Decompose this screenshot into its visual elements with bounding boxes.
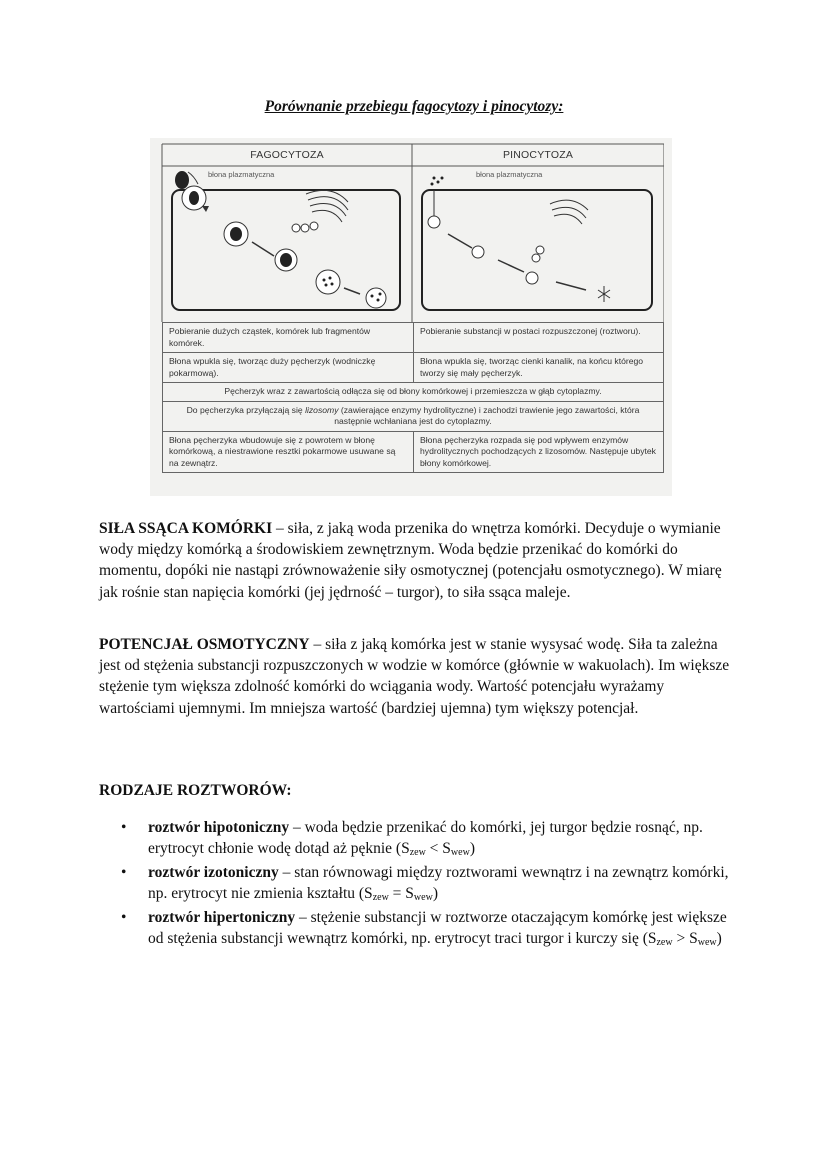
comparison-figure [150,138,672,496]
table-row [163,401,664,431]
list-item: • roztwór izotoniczny – stan równowagi między roztworami wewnątrz i na zewnątrz komórki, np. erytrocyt nie zmienia kształtu $(S_{zew} = S_{wew})$ [121,864,729,903]
pinocytosis-illustration [422,177,652,311]
table-row [163,323,664,353]
term: POTENCJAŁ OSMOTYCZNY [99,636,310,653]
comparison-table [162,322,664,473]
phagocytosis-illustration [172,171,400,310]
table-cell: Błona pęcherzyka rozpada się pod wpływem enzymów hydrolitycznych pochodzących z lizosomów. Następuje ubytek błony komórkowej. [414,431,664,473]
page-title: Porównanie przebiegu fagocytozy i pinocytozy: [264,98,564,115]
table-cell: Pęcherzyk wraz z zawartością odłącza się od błony komórkowej i przemieszcza w głąb cytoplazmy. [163,383,664,402]
section-heading: RODZAJE ROZTWORÓW: [99,782,292,799]
membrane-label-left: błona plazmatyczna [208,170,275,179]
membrane-label-right: błona plazmatyczna [476,170,543,179]
term: SIŁA SSĄCA KOMÓRKI [99,520,273,537]
process-diagram [158,142,664,322]
header-fagocytoza: FAGOCYTOZA [250,149,324,161]
table-row [163,431,664,473]
table-row [163,383,664,402]
table-cell: Pobieranie substancji w postaci rozpuszczonej (roztworu). [414,323,664,353]
table-cell: Błona pęcherzyka wbudowuje się z powrotem w błonę komórkową, a niestrawione resztki pokarmowe usuwane są na zewnątrz. [163,431,414,473]
header-pinocytoza: PINOCYTOZA [502,149,574,161]
table-cell: Pobieranie dużych cząstek, komórek lub fragmentów komórek. [163,323,414,353]
list-item: • roztwór hipotoniczny – woda będzie przenikać do komórki, jej turgor będzie rosnąć, np. erytrocyt chłonie wodę dotąd aż pęknie $(S_{zew} < S_{wew})$ [121,819,703,858]
list-item: • roztwór hipertoniczny – stężenie substancji w roztworze otaczającym komórkę jest większe od stężenia substancji wewnątrz komórki, np. erytrocyt traci turgor i kurczy się $(S_{zew} > S_{wew})$ [121,909,727,948]
table-cell: Błona wpukla się, tworząc cienki kanalik, na końcu którego tworzy się mały pęcherzyk. [414,353,664,383]
potencjal-paragraph: POTENCJAŁ OSMOTYCZNY – siła z jaką komórka jest w stanie wysysać wodę. Siła ta zależna jest od stężenia substancji rozpuszczonych w wodzie w komórce (głównie w wakuolach). Im większe stężenie tym większa zdolność komórki do wciągania wody. Wartość potencjału wyrażamy wartościami ujemnymi. Im mniejsza wartość (bardziej ujemna) tym większy potencjał. [99,636,730,717]
solution-types-list [99,818,739,954]
sila-ssaca-paragraph: SIŁA SSĄCA KOMÓRKI – siła, z jaką woda przenika do wnętrza komórki. Decyduje o wymianie wody między komórką a środowiskiem zewnętrznym. Woda będzie przenikać do komórki do momentu, dopóki nie nastąpi zrównoważenie siły osmotycznej (potencjału osmotycznego). W miarę jak rośnie stan napięcia komórki (jej jędrność – turgor), to siła ssąca maleje. [99,520,722,601]
table-cell: Błona wpukla się, tworząc duży pęcherzyk (wodniczkę pokarmową). [163,353,414,383]
table-row [163,353,664,383]
table-cell: Do pęcherzyka przyłączają się lizosomy (zawierające enzymy hydrolityczne) i zachodzi trawienie jego zawartości, która następnie wchłaniana jest do cytoplazmy. [163,401,664,431]
